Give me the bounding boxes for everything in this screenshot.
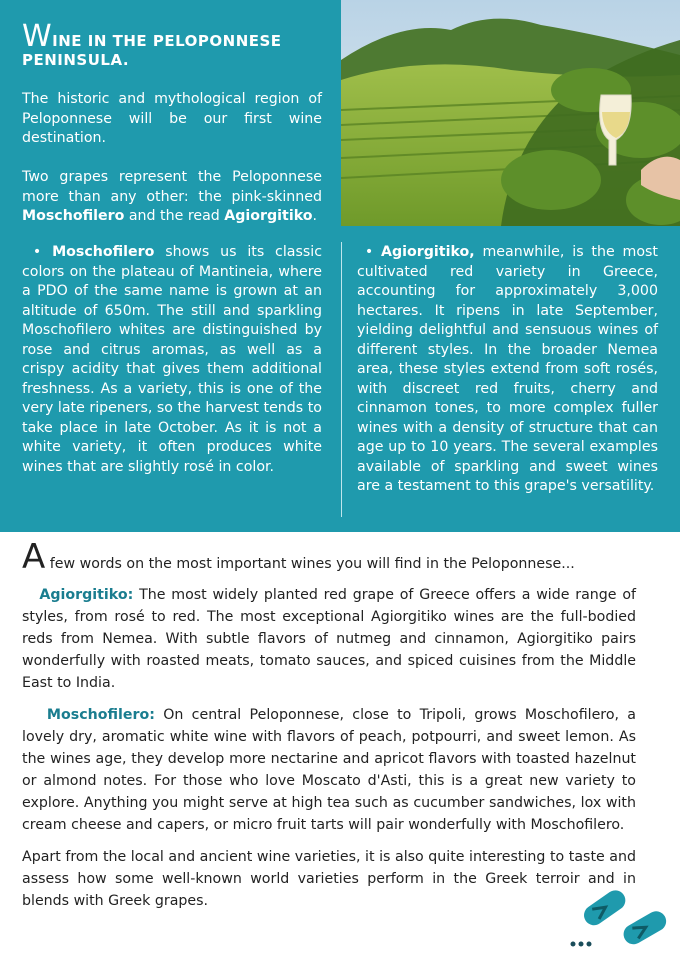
section-lead: A few words on the most important wines you will find in the Peloponnese... [22, 537, 575, 577]
moschofilero-column: • Moschofilero shows us its classic colors on the plateau of Mantineia, where a PDO of the same name is grown at an altitude of 650m. The still and sparkling Moschofilero whites are distinguished by rose and citrus aromas, as well as a crispy acidity that gives them additional freshness. As a variety, this is one of the very late ripeners, so the harvest tends to take place in late October. As it is not a white variety, it often produces white wines that are slightly rosé in color. [22, 244, 323, 475]
page-title: WINE IN THE PELOPONNESE PENINSULA. [22, 19, 282, 69]
intro-paragraph-2: Two grapes represent the Peloponnese more than any other: the pink-skinned Moschofilero and the read Agiorgitiko. [22, 169, 322, 224]
moschofilero-paragraph: Moschofilero: On central Peloponnese, close to Tripoli, grows Moschofilero, a lovely dry, aromatic white wine with flavors of peach, potpourri, and sweet lemon. As the wines age, they develop more nectarine and apricot flavors with toasted hazelnut or almond notes. For those who love Moscato d'Asti, this is a great new variety to explore. Anything you might serve at high tea such as cucumber sandwiches, lox with cream cheese and capers, or micro fruit tarts will pair wonderfully with Moschofilero. [22, 707, 637, 833]
intro-paragraph-1: The historic and mythological region of Peloponnese will be our first wine destination. [22, 91, 322, 146]
agiorgitiko-column: • Agiorgitiko, meanwhile, is the most cultivated red variety in Greece, accounting for approximately 3,000 hectares. It ripens in late September, yielding delightful and sensuous wines of different styles. In the broader Nemea area, these styles extend from soft rosés, with discreet red fruits, cherry and cinnamon tones, to more complex fuller wines with a density of structure that can age up to 10 years. The several examples available of sparkling and sweet wines are a testament to this grape's versatility. [357, 244, 658, 494]
flip-flops-icon [565, 888, 675, 954]
closing-paragraph: Apart from the local and ancient wine varieties, it is also quite interesting to taste and assess how some well-known world varieties perform in the Greek terroir and in blends with Greek grapes. [22, 849, 636, 909]
column-divider [341, 242, 342, 517]
agiorgitiko-paragraph: Agiorgitiko: The most widely planted red grape of Greece offers a wide range of styles, from rosé to red. The most exceptional Agiorgitiko wines are the full-bodied reds from Nemea. With subtle flavors of nutmeg and cinnamon, Agiorgitiko pairs wonderfully with roasted meats, tomato sauces, and spiced cuisines from the Middle East to India. [22, 587, 637, 691]
vineyard-photo [341, 0, 680, 226]
